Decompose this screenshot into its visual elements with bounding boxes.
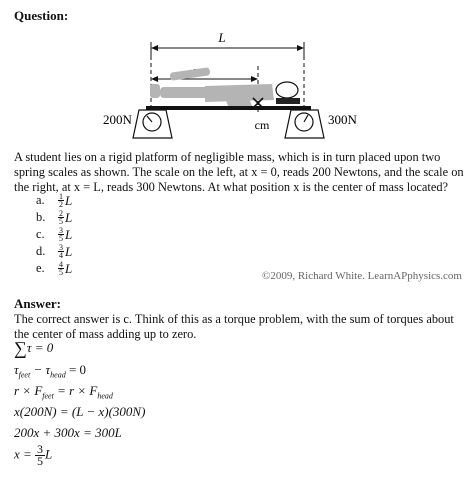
- choice-fraction: $\frac{2}{5}$: [59, 209, 63, 226]
- choice-fraction: $\frac{3}{5}$: [59, 226, 63, 243]
- x-arrowhead-left: [151, 76, 158, 82]
- choice-letter: d.: [36, 244, 46, 258]
- choice-a[interactable]: [36, 192, 72, 209]
- choice-variable: L: [65, 226, 73, 242]
- equation-torque-difference: $\tau_{feet} - \tau_{head} = 0$: [14, 362, 87, 380]
- copyright-notice: ©2009, Richard White. LearnAPphysics.com: [261, 270, 462, 282]
- choice-e[interactable]: [36, 260, 72, 277]
- length-arrowhead-left: [151, 45, 158, 51]
- choice-variable: L: [65, 209, 73, 225]
- choice-variable: L: [65, 260, 73, 276]
- choice-c[interactable]: [36, 226, 72, 243]
- x-arrowhead-right: [251, 76, 258, 82]
- choice-letter: b.: [36, 210, 46, 224]
- equation-result: x = $\frac{3}{5}$ L: [14, 442, 53, 468]
- cm-label: cm: [254, 118, 270, 132]
- student-head: [276, 82, 298, 98]
- choice-fraction: $\frac{4}{5}$: [59, 260, 63, 277]
- choice-b[interactable]: [36, 209, 72, 226]
- left-scale-label: 200N: [103, 112, 132, 127]
- choice-fraction: $\frac{1}{2}$: [59, 192, 63, 209]
- answer-heading: Answer:: [14, 296, 61, 311]
- choice-d[interactable]: [36, 243, 72, 260]
- choice-fraction: $\frac{3}{4}$: [59, 243, 63, 260]
- equation-cross-product: $r \times F_{feet} = r \times F_{head}$: [14, 383, 113, 401]
- question-heading: Question:: [14, 8, 69, 23]
- question-text: A student lies on a rigid platform of negligible mass, which is in turn placed upon two spring scales as shown. The scale on the left, at x = 0, reads 200 Newtons, and the scale on the right, at x = L, reads 300 Newtons. At what position x is the center of mass located?: [14, 150, 464, 194]
- pillow: [276, 98, 300, 104]
- answer-text: The correct answer is c. Think of this as a torque problem, with the sum of torques about the center of mass adding up to zero.: [14, 312, 454, 341]
- equation-forces: x(200N) = (L − x)(300N): [14, 404, 146, 419]
- equation-sum: 200x + 300x = 300L: [14, 425, 122, 440]
- choice-letter: c.: [36, 227, 45, 241]
- length-label: L: [218, 30, 226, 45]
- physics-diagram: [0, 26, 474, 148]
- length-arrowhead-right: [297, 45, 304, 51]
- choice-variable: L: [65, 243, 73, 259]
- platform: [146, 106, 311, 110]
- answer-choices: [36, 192, 72, 277]
- equation-sum-torque: ∑τ = 0: [14, 338, 54, 358]
- choice-letter: a.: [36, 193, 45, 207]
- choice-letter: e.: [36, 261, 45, 275]
- right-scale-label: 300N: [328, 112, 357, 127]
- choice-variable: L: [65, 192, 73, 208]
